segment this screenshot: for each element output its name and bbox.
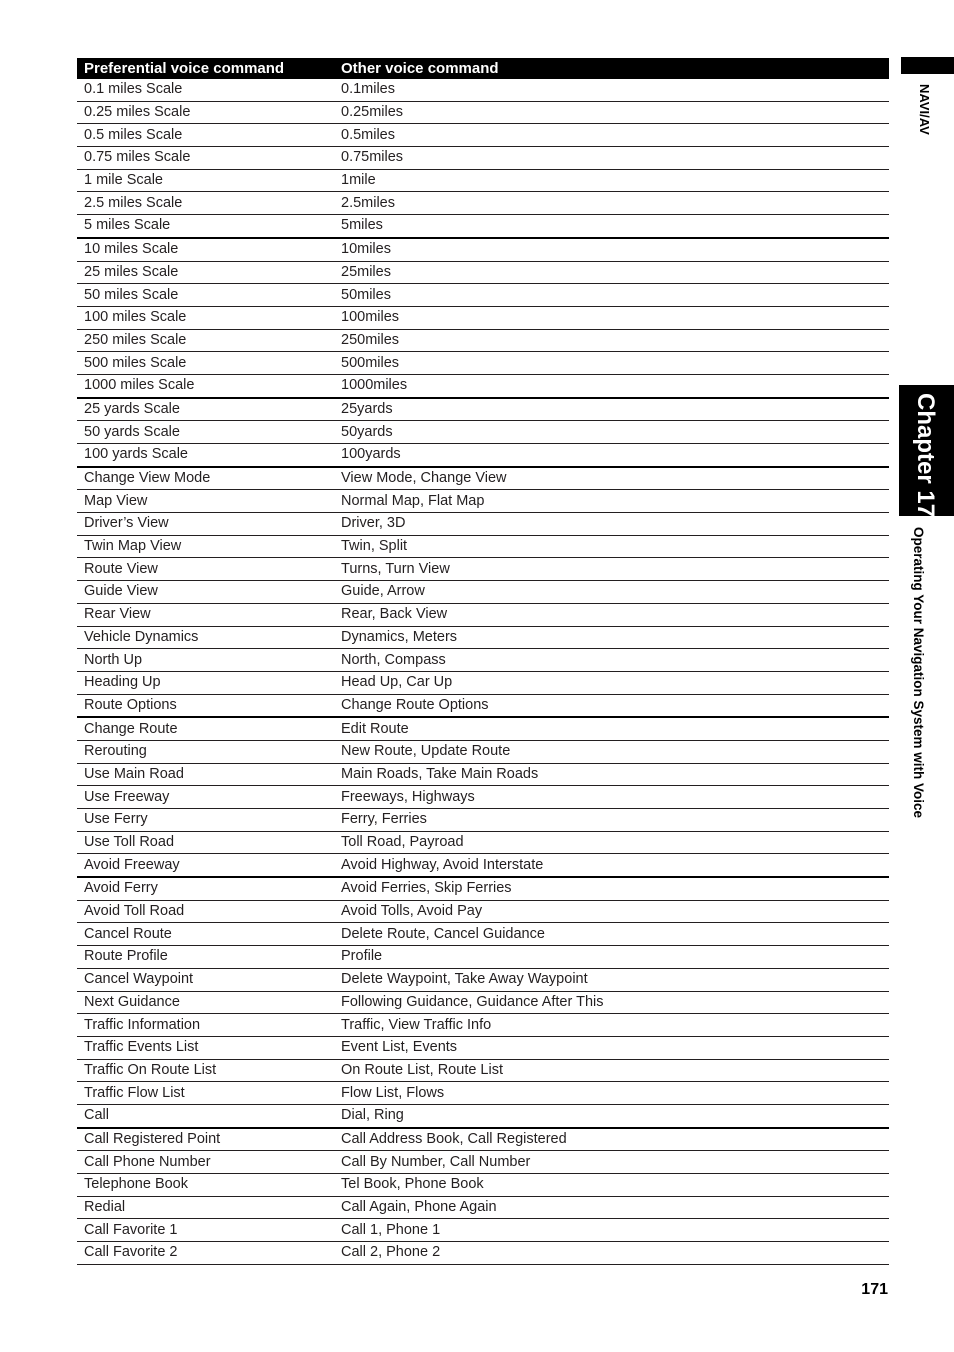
table-row (77, 1082, 889, 1105)
table-row (77, 261, 889, 284)
table-row (77, 467, 889, 490)
table-row (77, 786, 889, 809)
other-command-cell: New Route, Update Route (334, 740, 889, 763)
table-row (77, 284, 889, 307)
preferential-command-cell: Call Favorite 2 (77, 1242, 334, 1265)
table-row (77, 444, 889, 467)
preferential-command-cell: 250 miles Scale (77, 329, 334, 352)
other-command-cell: Change Route Options (334, 694, 889, 717)
table-row (77, 1104, 889, 1127)
preferential-command-cell: Twin Map View (77, 535, 334, 558)
preferential-command-cell: Heading Up (77, 671, 334, 694)
table-row (77, 374, 889, 397)
table-row (77, 513, 889, 536)
table-row (77, 306, 889, 329)
table-row (77, 581, 889, 604)
preferential-command-cell: Use Main Road (77, 763, 334, 786)
table-row (77, 147, 889, 170)
preferential-command-cell: Use Freeway (77, 786, 334, 809)
preferential-command-cell: Traffic On Route List (77, 1059, 334, 1082)
preferential-command-cell: Call (77, 1104, 334, 1127)
table-row (77, 192, 889, 215)
preferential-command-cell: Rerouting (77, 740, 334, 763)
other-command-cell: 500miles (334, 352, 889, 375)
preferential-command-cell: Next Guidance (77, 991, 334, 1014)
preferential-command-cell: 5 miles Scale (77, 215, 334, 238)
table-row (77, 717, 889, 740)
other-command-cell: Freeways, Highways (334, 786, 889, 809)
other-command-cell: 25yards (334, 398, 889, 421)
table-row (77, 831, 889, 854)
preferential-command-cell: Vehicle Dynamics (77, 626, 334, 649)
other-command-cell: Toll Road, Payroad (334, 831, 889, 854)
preferential-command-cell: Use Ferry (77, 809, 334, 832)
other-command-cell: 1mile (334, 169, 889, 192)
table-row (77, 1014, 889, 1037)
preferential-command-cell: 0.75 miles Scale (77, 147, 334, 170)
table-row (77, 1242, 889, 1265)
table-row (77, 215, 889, 238)
table-row (77, 809, 889, 832)
table-row (77, 1059, 889, 1082)
other-command-cell: Avoid Ferries, Skip Ferries (334, 877, 889, 900)
other-command-cell: 50yards (334, 421, 889, 444)
table-row (77, 101, 889, 124)
preferential-command-cell: 2.5 miles Scale (77, 192, 334, 215)
other-command-cell: 2.5miles (334, 192, 889, 215)
table-row (77, 79, 889, 101)
table-row (77, 763, 889, 786)
other-command-cell: 5miles (334, 215, 889, 238)
preferential-command-cell: Call Registered Point (77, 1128, 334, 1151)
table-row (77, 694, 889, 717)
preferential-command-cell: Change View Mode (77, 467, 334, 490)
table-row (77, 1128, 889, 1151)
other-command-cell: Traffic, View Traffic Info (334, 1014, 889, 1037)
other-command-cell: Call By Number, Call Number (334, 1151, 889, 1174)
preferential-command-cell: 10 miles Scale (77, 238, 334, 261)
preferential-command-cell: 0.5 miles Scale (77, 124, 334, 147)
other-command-cell: Call 1, Phone 1 (334, 1219, 889, 1242)
table-body (77, 79, 889, 1264)
side-section-title (910, 527, 932, 887)
table-row (77, 169, 889, 192)
preferential-command-cell: 50 miles Scale (77, 284, 334, 307)
other-command-cell: Avoid Highway, Avoid Interstate (334, 854, 889, 877)
table-row (77, 329, 889, 352)
section-title: Operating Your Navigation System with Voice (911, 527, 926, 819)
table-row (77, 946, 889, 969)
other-command-cell: Driver, 3D (334, 513, 889, 536)
other-command-cell: North, Compass (334, 649, 889, 672)
preferential-command-cell: Call Phone Number (77, 1151, 334, 1174)
other-command-cell: Event List, Events (334, 1036, 889, 1059)
other-command-cell: View Mode, Change View (334, 467, 889, 490)
preferential-command-cell: 50 yards Scale (77, 421, 334, 444)
preferential-command-cell: 1 mile Scale (77, 169, 334, 192)
side-tab-bar (901, 57, 954, 74)
other-command-cell: Call Address Book, Call Registered (334, 1128, 889, 1151)
preferential-command-cell: Map View (77, 490, 334, 513)
table-row (77, 923, 889, 946)
other-command-cell: Turns, Turn View (334, 558, 889, 581)
other-command-cell: 25miles (334, 261, 889, 284)
preferential-command-cell: Route Options (77, 694, 334, 717)
table-row (77, 558, 889, 581)
other-command-cell: 1000miles (334, 374, 889, 397)
preferential-command-cell: 25 yards Scale (77, 398, 334, 421)
table-row (77, 124, 889, 147)
preferential-command-cell: Rear View (77, 603, 334, 626)
preferential-command-cell: Change Route (77, 717, 334, 740)
other-command-cell: Twin, Split (334, 535, 889, 558)
table-row (77, 626, 889, 649)
other-command-cell: Rear, Back View (334, 603, 889, 626)
preferential-command-cell: 0.25 miles Scale (77, 101, 334, 124)
header-other: Other voice command (334, 58, 889, 79)
preferential-command-cell: 500 miles Scale (77, 352, 334, 375)
preferential-command-cell: Route View (77, 558, 334, 581)
preferential-command-cell: North Up (77, 649, 334, 672)
table-row (77, 1151, 889, 1174)
other-command-cell: Tel Book, Phone Book (334, 1174, 889, 1197)
other-command-cell: Following Guidance, Guidance After This (334, 991, 889, 1014)
other-command-cell: 0.25miles (334, 101, 889, 124)
other-command-cell: 100miles (334, 306, 889, 329)
table-row (77, 1219, 889, 1242)
other-command-cell: Main Roads, Take Main Roads (334, 763, 889, 786)
table-row (77, 649, 889, 672)
preferential-command-cell: 1000 miles Scale (77, 374, 334, 397)
other-command-cell: Edit Route (334, 717, 889, 740)
chapter-label: Chapter 17 (912, 393, 939, 518)
other-command-cell: Delete Route, Cancel Guidance (334, 923, 889, 946)
preferential-command-cell: 25 miles Scale (77, 261, 334, 284)
table-row (77, 421, 889, 444)
other-command-cell: Avoid Tolls, Avoid Pay (334, 900, 889, 923)
table-row (77, 671, 889, 694)
table-row (77, 603, 889, 626)
preferential-command-cell: Cancel Route (77, 923, 334, 946)
other-command-cell: 100yards (334, 444, 889, 467)
preferential-command-cell: Redial (77, 1196, 334, 1219)
other-command-cell: Dynamics, Meters (334, 626, 889, 649)
other-command-cell: Head Up, Car Up (334, 671, 889, 694)
page-number: 171 (861, 1281, 888, 1298)
chapter-tab (899, 385, 954, 516)
other-command-cell: 0.5miles (334, 124, 889, 147)
table-row (77, 740, 889, 763)
other-command-cell: 10miles (334, 238, 889, 261)
other-command-cell: 250miles (334, 329, 889, 352)
table-row (77, 1196, 889, 1219)
header-preferential: Preferential voice command (77, 58, 334, 79)
side-navi-label (918, 84, 938, 164)
preferential-command-cell: 100 yards Scale (77, 444, 334, 467)
other-command-cell: Flow List, Flows (334, 1082, 889, 1105)
table-row (77, 877, 889, 900)
table-row (77, 1036, 889, 1059)
table-row (77, 1174, 889, 1197)
other-command-cell: Guide, Arrow (334, 581, 889, 604)
other-command-cell: 0.75miles (334, 147, 889, 170)
preferential-command-cell: Avoid Freeway (77, 854, 334, 877)
table-row (77, 991, 889, 1014)
preferential-command-cell: 100 miles Scale (77, 306, 334, 329)
table-row (77, 238, 889, 261)
other-command-cell: On Route List, Route List (334, 1059, 889, 1082)
other-command-cell: Profile (334, 946, 889, 969)
preferential-command-cell: Traffic Flow List (77, 1082, 334, 1105)
preferential-command-cell: Telephone Book (77, 1174, 334, 1197)
preferential-command-cell: Traffic Events List (77, 1036, 334, 1059)
other-command-cell: Dial, Ring (334, 1104, 889, 1127)
other-command-cell: Delete Waypoint, Take Away Waypoint (334, 968, 889, 991)
preferential-command-cell: Cancel Waypoint (77, 968, 334, 991)
other-command-cell: 50miles (334, 284, 889, 307)
table-row (77, 968, 889, 991)
other-command-cell: Call Again, Phone Again (334, 1196, 889, 1219)
preferential-command-cell: Driver’s View (77, 513, 334, 536)
preferential-command-cell: Call Favorite 1 (77, 1219, 334, 1242)
other-command-cell: Normal Map, Flat Map (334, 490, 889, 513)
preferential-command-cell: Avoid Toll Road (77, 900, 334, 923)
table-row (77, 900, 889, 923)
preferential-command-cell: Guide View (77, 581, 334, 604)
table-row (77, 398, 889, 421)
other-command-cell: 0.1miles (334, 79, 889, 101)
table-row (77, 854, 889, 877)
preferential-command-cell: 0.1 miles Scale (77, 79, 334, 101)
table-header-row (77, 58, 889, 79)
voice-command-table (77, 58, 889, 1265)
table-row (77, 352, 889, 375)
table-row (77, 535, 889, 558)
preferential-command-cell: Route Profile (77, 946, 334, 969)
preferential-command-cell: Use Toll Road (77, 831, 334, 854)
table-row (77, 490, 889, 513)
other-command-cell: Call 2, Phone 2 (334, 1242, 889, 1265)
preferential-command-cell: Avoid Ferry (77, 877, 334, 900)
preferential-command-cell: Traffic Information (77, 1014, 334, 1037)
navi-av-label: NAVI/AV (917, 84, 932, 135)
other-command-cell: Ferry, Ferries (334, 809, 889, 832)
